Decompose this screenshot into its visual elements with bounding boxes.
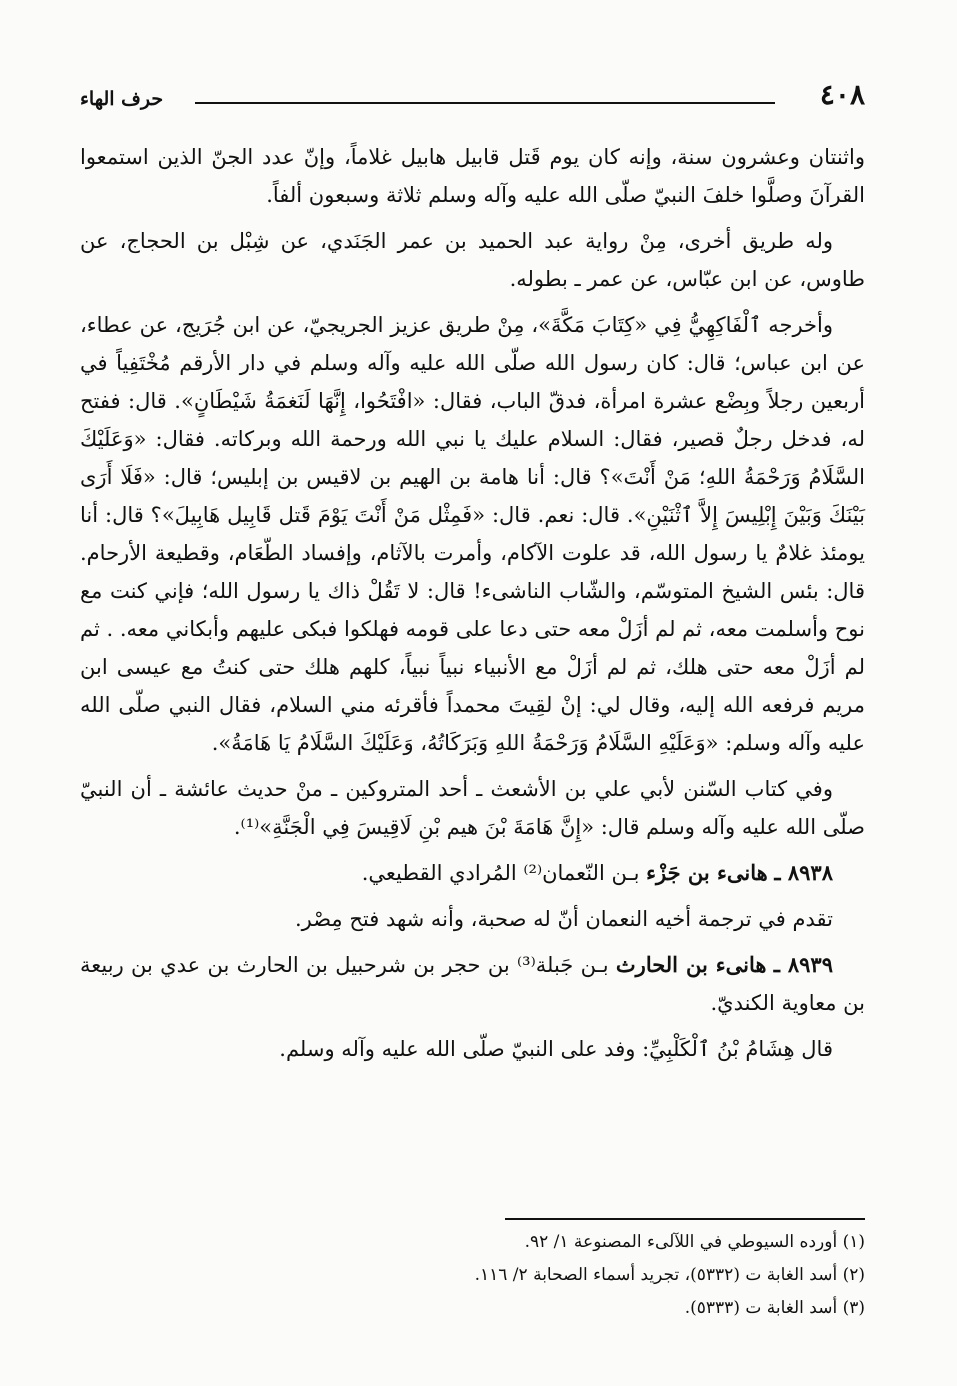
entry-number: ٨٩٣٨ ـ: [774, 860, 833, 885]
entry-lineage: بـن جَبلة⁽³⁾ بن حجر بن شرحبيل بن الحارث بن عدي بن ربيعة بن معاوية الكنديّ.: [80, 953, 865, 1015]
main-text: [80, 138, 865, 1076]
biography-entry: [80, 854, 865, 892]
paragraph: وفي كتاب السّنن لأبي علي بن الأشعث ـ أحد المتروكين ـ منْ حديث عائشة ـ أن النبيّ صلّى الله عليه وآله وسلم قال: «إِنَّ هَامَةَ بْنَ هيم بْنِ لَاقِيسَ فِي الْجَنَّةِ»⁽¹⁾.: [80, 777, 865, 839]
footnote: (١) أورده السيوطي في اللآلىء المصنوعة ١/ ٩٢.: [524, 1232, 865, 1252]
footnote: (٣) أسد الغابة ت (٥٣٣٣).: [684, 1298, 865, 1318]
paragraph: وله طريق أخرى، مِنْ رواية عبد الحميد بن عمر الجَنَدي، عن شِبْل بن الحجاج، عن طاوس، عن ابن عبّاس، عن عمر ـ بطوله.: [80, 229, 865, 291]
footnote: (٢) أسد الغابة ت (٥٣٣٢)، تجريد أسماء الصحابة ٢/ ١١٦.: [474, 1265, 865, 1285]
paragraph: قال هِشَامُ بْنُ ٱلْكَلْبِيِّ: وفد على النبيّ صلّى الله عليه وآله وسلم.: [279, 1037, 833, 1061]
entry-name: هانىء بن الحارث: [615, 952, 767, 977]
footnote-rule: [505, 1218, 865, 1220]
page-header: [80, 78, 865, 118]
paragraph: تقدم في ترجمة أخيه النعمان أنّ له صحبة، وأنه شهد فتح مِصْر.: [294, 907, 833, 931]
paragraph: وأخرجه ٱلْفَاكِهِيُّ فِي «كِتَابَ مَكَّةَ»، مِنْ طريق عزيز الجريجيّ، عن ابن جُرَيج، عن عطاء، عن ابن عباس؛ قال: كان رسول الله صلّى الله عليه وآله وسلم في دار الأرقم مُخْتَفِياً في أربعين رجلاً وبِضْع عشرة امرأة، فدقّ الباب، فقال: «افْتَحُوا، إِنَّهَا لَنَغمَةُ شَيْطَانٍ». قال: ففتح له، فدخل رجلٌ قصير، فقال: السلام عليك يا نبي الله ورحمة الله وبركاته. فقال: «وَعَلَيْكَ السَّلَامُ وَرَحْمَةُ اللهِ؛ مَنْ أَنْتَ»؟ قال: أنا هامة بن الهيم بن لاقيس بن إبليس؛ قال: «فَلَا أَرَى بَيْنَكَ وَبَيْنَ إِبْلِيسَ إِلاَّ ٱثْنَيْنِ». قال: نعم. قال: «فَمِثْل مَنْ أَنْتَ يَوْمَ قَتل قَابِيل هَابِيلَ»؟ قال: أنا يومئذ غلامٌ يا رسول الله، قد علوت الآكام، وأمرت بالآثام، وإفساد الطّعَام، وقطيعة الأرحام. قال: بئس الشيخ المتوسّم، والشّاب الناشىء! قال: لا تَقُلْ ذاك يا رسول الله؛ فإني كنت مع نوح وأسلمت معه، ثم لم أزَلْ معه حتى دعا على قومه فهلكوا فبكى عليهم وأبكاني معه. . ثم لم أزَلْ معه حتى هلك، ثم لم أزَلْ مع الأنبياء نبياً نبياً، كلهم هلك حتى كنتُ مع عيسى ابن مريم فرفعه الله إليه، وقال لي: إنْ لقِيتَ محمداً فأقرئه مني السلام، فقال النبي صلّى الله عليه وآله وسلم: «وَعَلَيْهِ السَّلَامُ وَرَحْمَةُ اللهِ وَبَرَكَاتُهُ، وَعَلَيْكَ السَّلَامُ يَا هَامَةُ».: [80, 313, 865, 755]
header-rule: [195, 102, 775, 104]
biography-entry: [80, 946, 865, 1022]
page-number: ٤٠٨: [819, 78, 865, 111]
entry-name: هانىء بن جَزْء: [646, 860, 768, 885]
running-head: حرف الهاء: [80, 88, 164, 110]
footnotes: [80, 1218, 865, 1325]
entry-lineage: بـن النّعمان⁽²⁾ المُرادي القطيعي.: [361, 861, 640, 885]
entry-number: ٨٩٣٩ ـ: [773, 952, 833, 977]
paragraph: واثنتان وعشرون سنة، وإنه كان يوم قَتل قابيل هابيل غلاماً، وإنّ عدد الجنّ الذين استمعوا القرآنَ وصلَّوا خلفَ النبيّ صلّى الله عليه وآله وسلم ثلاثة وسبعون ألفاً.: [80, 145, 865, 207]
